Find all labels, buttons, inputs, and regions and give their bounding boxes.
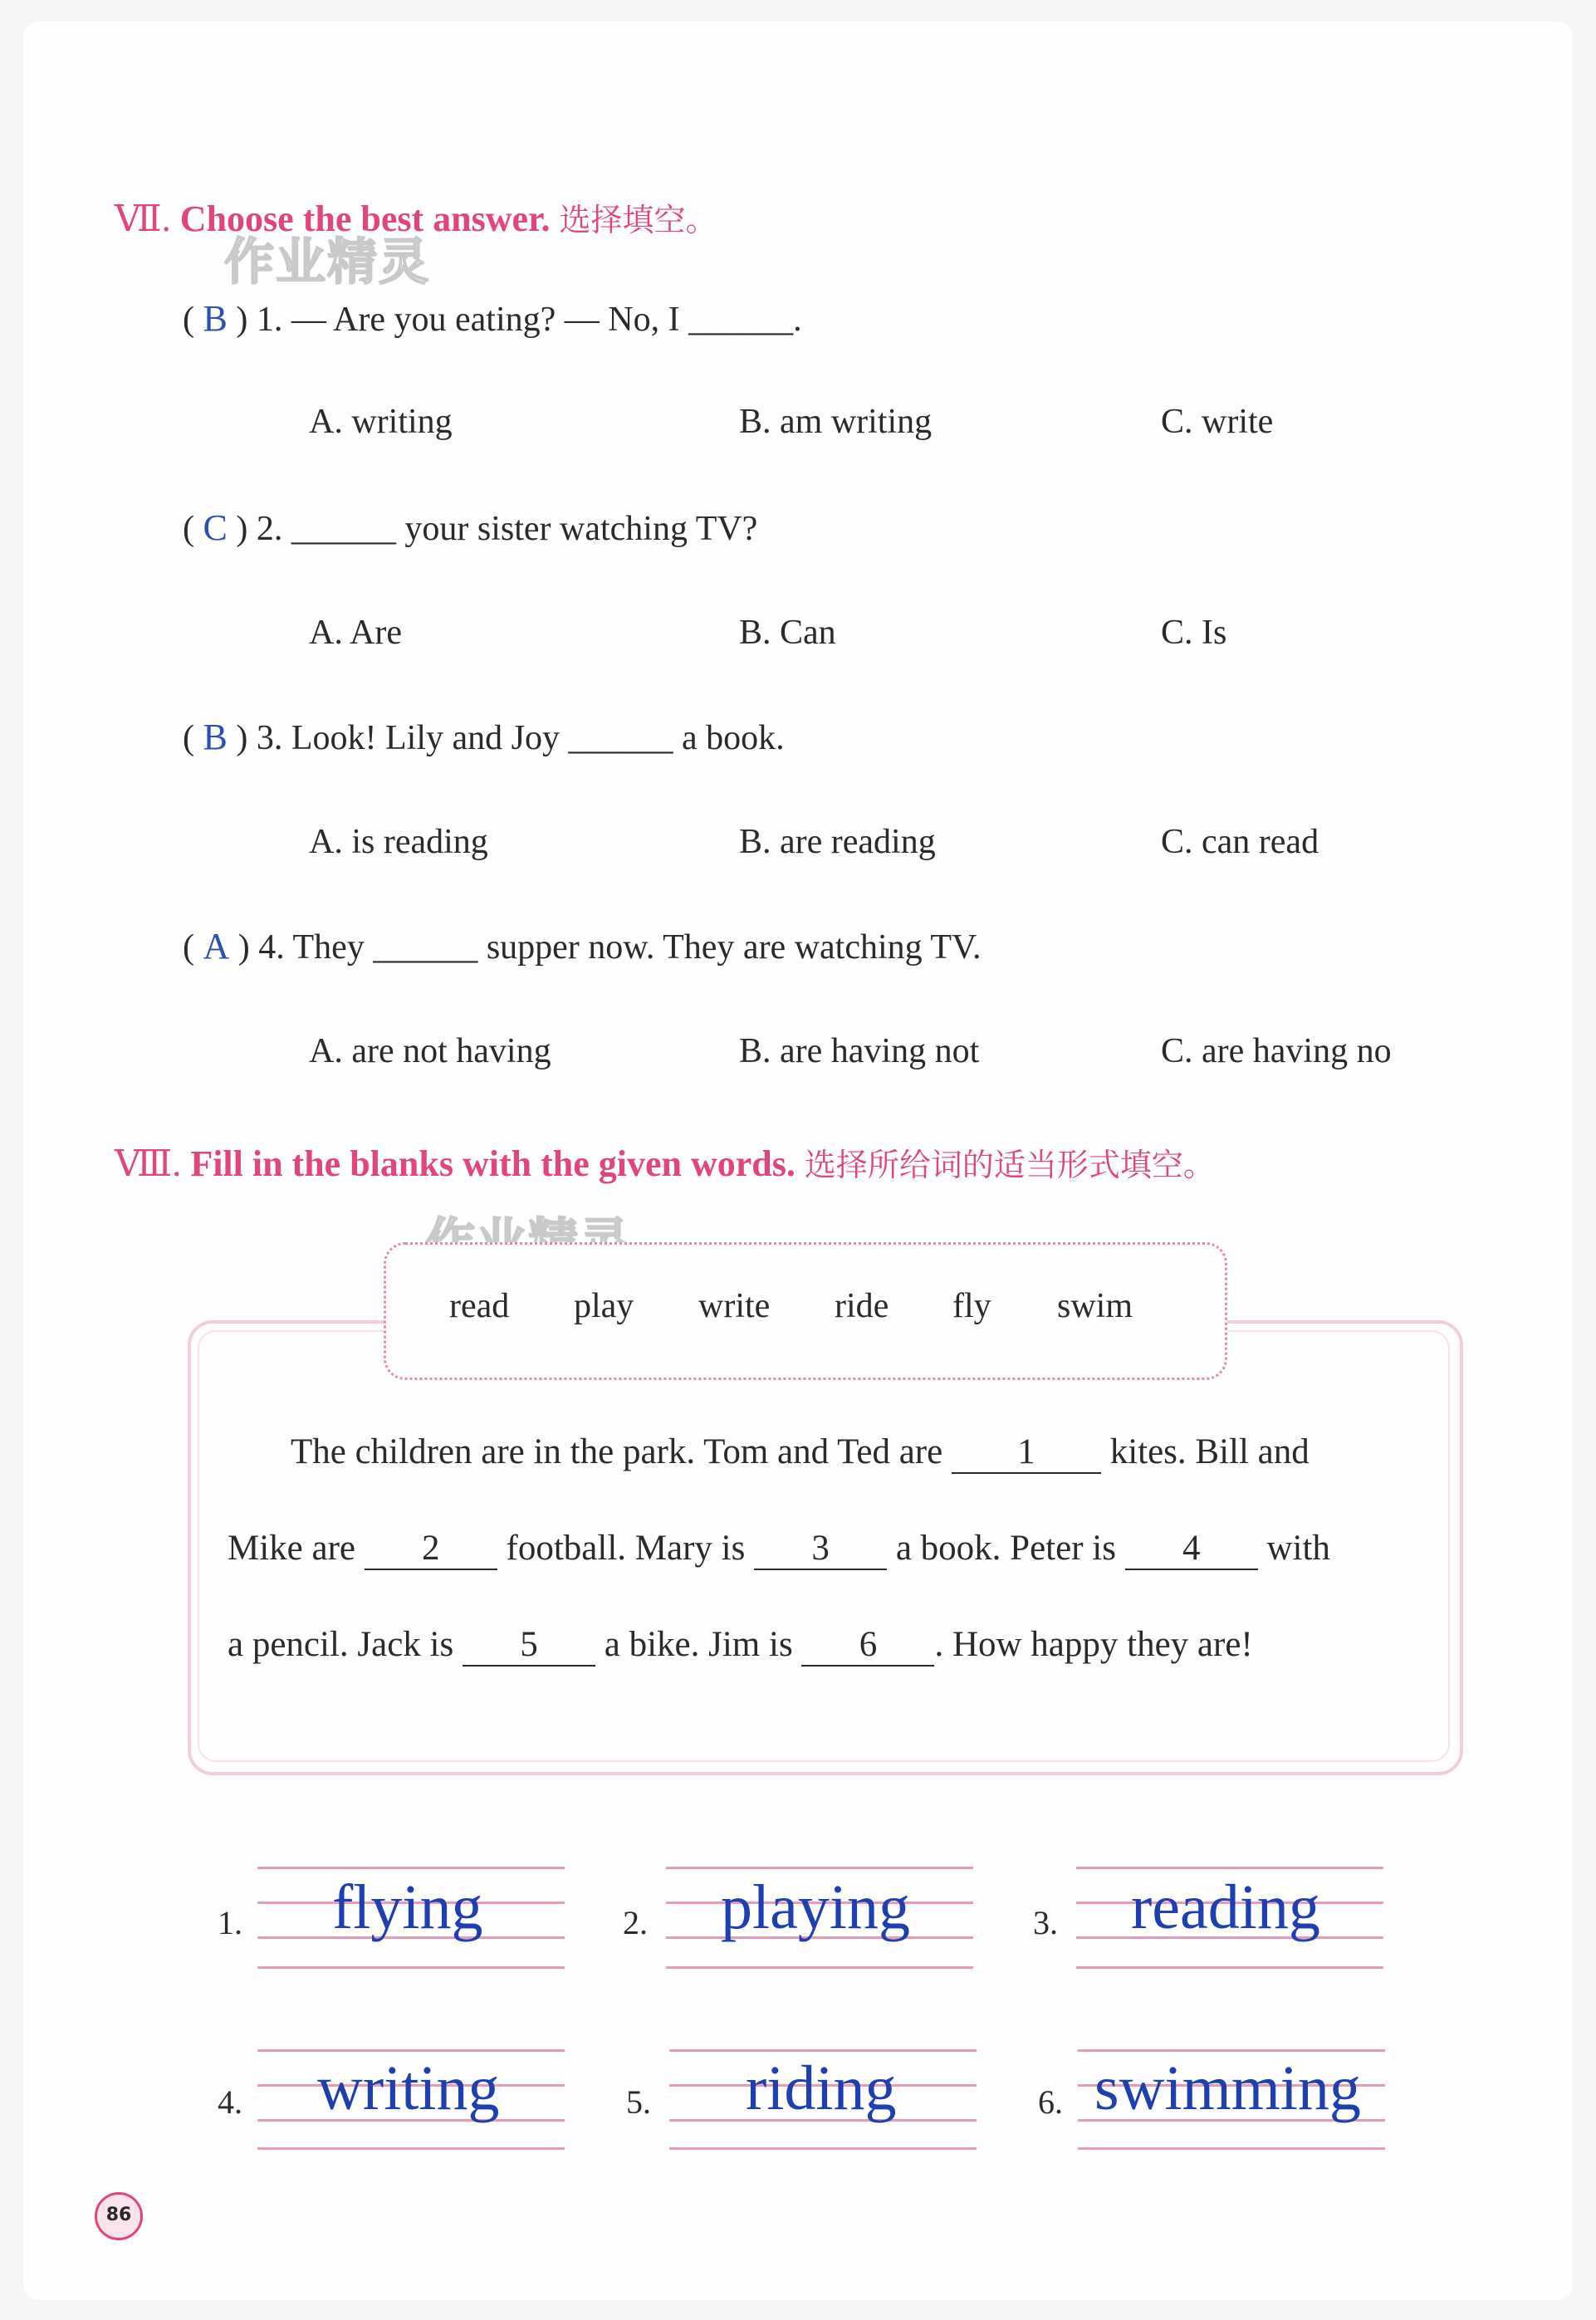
writing-line [1076,1966,1383,1969]
word-bank-item: write [698,1287,771,1325]
writing-line [257,2147,565,2150]
handwritten-answer-3: reading [1131,1872,1320,1942]
answer-4: A [203,926,230,967]
passage-line-3 [228,1624,1253,1667]
option-2c: C. Is [1161,614,1227,652]
writing-line [257,1966,565,1969]
option-2a: A. Are [309,614,402,652]
answer-number-4: 4. [218,2083,242,2121]
word-bank-item: swim [1057,1287,1133,1325]
question-3: ( B ) 3. Look! Lily and Joy ______ a book. [183,717,785,757]
answer-number-2: 2. [623,1904,648,1941]
handwritten-answer-1: flying [332,1872,483,1942]
section-8-heading-cn: 选择所给词的适当形式填空。 [804,1147,1215,1183]
page-number: 86 [105,2205,132,2225]
passage-text: football. Mary is [506,1529,746,1568]
section-7-heading: Choose the best answer. [179,198,551,239]
option-4a: A. are not having [309,1032,551,1070]
question-4: ( A ) 4. They ______ supper now. They are watching TV. [183,926,982,967]
option-1b: B. am writing [739,403,933,441]
passage-blank-2: 2 [365,1528,497,1570]
answer-number-1: 1. [218,1904,242,1941]
option-1a: A. writing [309,403,453,441]
writing-line [669,2049,977,2052]
handwritten-answer-6: swimming [1094,2053,1361,2123]
section-7-title [115,194,717,240]
passage-blank-3: 3 [754,1528,887,1570]
writing-line [257,2049,565,2052]
question-4-text: 4. They ______ supper now. They are watching TV. [258,928,982,967]
passage-text: a book. Peter is [895,1529,1116,1568]
option-3b: B. are reading [739,823,936,861]
writing-line [1076,1867,1383,1869]
writing-line [1078,2147,1385,2150]
passage-blank-6: 6 [801,1624,934,1667]
passage-text: The children are in the park. Tom and Ted are [291,1432,943,1471]
passage-text: with [1266,1529,1330,1568]
answer-1: B [203,298,228,339]
passage-blank-4: 4 [1125,1528,1258,1570]
word-bank-item: fly [952,1287,991,1325]
passage-blank-5: 5 [463,1624,595,1667]
question-2: ( C ) 2. ______ your sister watching TV? [183,507,758,548]
handwritten-answer-2: playing [721,1872,910,1942]
watermark-logo: 作业精灵 [224,233,430,291]
handwritten-answer-4: writing [317,2053,500,2123]
question-1-text: 1. — Are you eating? — No, I ______. [256,301,802,339]
passage-line-2 [228,1528,1330,1570]
option-3a: A. is reading [309,823,488,861]
option-4b: B. are having not [739,1032,980,1070]
passage-text: a bike. Jim is [604,1625,793,1664]
question-2-text: 2. ______ your sister watching TV? [256,510,758,548]
word-bank-item: ride [835,1287,889,1325]
passage-text: . How happy they are! [934,1625,1253,1664]
passage-text: a pencil. Jack is [228,1625,454,1664]
question-3-text: 3. Look! Lily and Joy ______ a book. [256,719,785,757]
section-7-heading-cn: 选择填空。 [559,202,717,238]
option-1c: C. write [1161,403,1274,441]
section-8-number: Ⅷ. [115,1143,182,1184]
word-bank-item: play [574,1287,634,1325]
option-3c: C. can read [1161,823,1319,861]
passage-line-1 [291,1432,1310,1474]
section-8-heading: Fill in the blanks with the given words. [190,1143,796,1184]
writing-line [666,1966,973,1969]
writing-line [669,2147,977,2150]
option-2b: B. Can [739,614,836,652]
passage-text: Mike are [228,1529,356,1568]
answer-number-3: 3. [1033,1904,1058,1941]
answer-2: C [203,507,228,548]
answer-number-6: 6. [1038,2083,1063,2121]
passage-text: kites. Bill and [1109,1432,1310,1471]
option-4c: C. are having no [1161,1032,1392,1070]
question-1: ( B ) 1. — Are you eating? — No, I ______. [183,298,802,339]
writing-line [666,1867,973,1869]
handwritten-answer-5: riding [746,2053,897,2123]
passage-blank-1: 1 [952,1432,1101,1474]
section-7-number: Ⅶ. [115,198,171,239]
answer-number-5: 5. [626,2083,651,2121]
writing-line [1078,2049,1385,2052]
word-bank [384,1242,1227,1380]
page-number-badge [95,2192,143,2240]
writing-line [257,1867,565,1869]
answer-3: B [203,717,228,757]
section-8-title [115,1139,1215,1185]
word-bank-item: read [449,1287,510,1325]
